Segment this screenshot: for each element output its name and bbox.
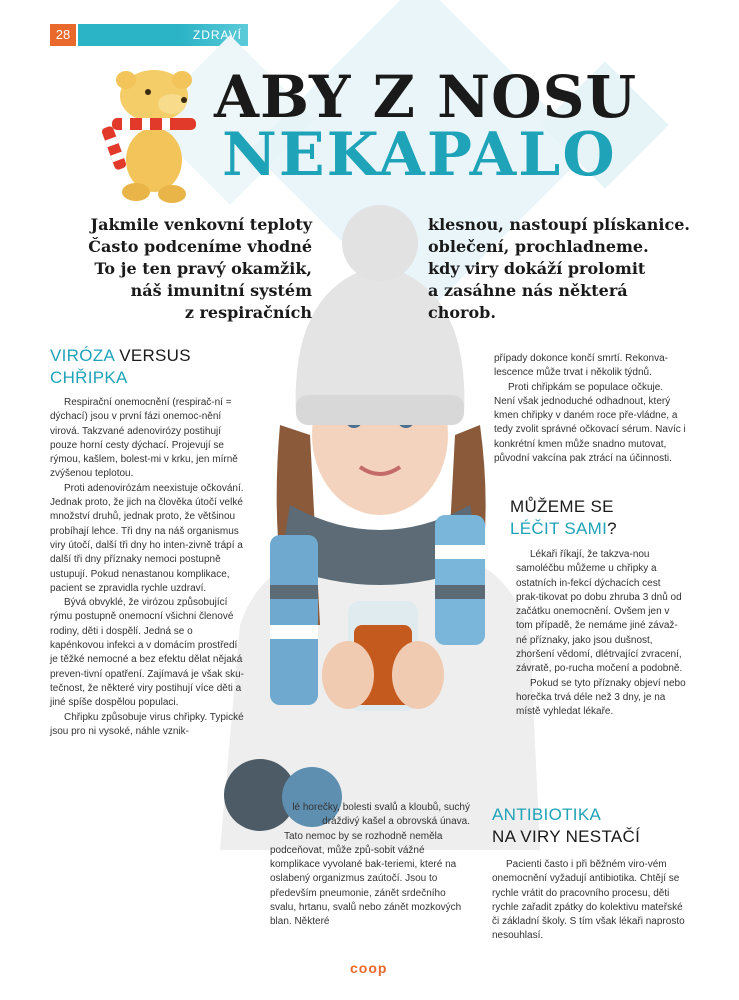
heading-word: VERSUS	[119, 346, 191, 365]
column-left	[50, 396, 246, 739]
paragraph: Respirační onemocnění (respirač-ní = dýchací) jsou v první fázi onemoc-nění virová. Takzvané adenovirózy postihují pouze horní cesty dýchací. Projevují se rýmou, kašlem, bolest-mi v krku, jen mírně zvýšenou teplotou.	[50, 397, 238, 480]
intro-line: Jakmile venkovní teploty	[90, 215, 312, 234]
intro-line: Často podceníme vhodné	[88, 237, 312, 256]
column-right-mid	[516, 548, 686, 720]
column-right-top	[494, 352, 686, 466]
paragraph: Proti chřipkám se populace očkuje. Není však jednoduché odhadnout, který kmen chřipky v daném roce pře-vládne, a tedy zvolit správné očkovací sérum. Navíc i konkrétní kmen může snadno mutovat, původní vakcína pak ztrácí na účinnosti.	[494, 381, 686, 465]
intro-line: klesnou, nastoupí plískanice.	[428, 215, 690, 234]
heading-word: LÉČIT SAMI	[510, 519, 608, 538]
paragraph: Proti adenovirózám neexistuje očkování. Jednak proto, že jich na člověka útočí velké množství druhů, jednak proto, že většinou probíhají lehce. Tři dny na náš organismus viry útočí, další tři dny ho inten-zivně trápí a další tři dny příznaky nemoci postupně ustupují. Pokud nenastanou komplikace, pacient se zpravidla rychle uzdraví.	[50, 482, 244, 594]
paragraph: Bývá obvyklé, že virózou způsobující rýmu postupně onemocní všichni členové rodiny, děti i dospělí. Jedná se o kapénkovou infekci a v domácím prostředí je těžké nemocné a bez efektu dělat nějaká preven-tivní opatření. Zajímavá je však sku-tečnost, že některé viry postihují více děti a jiné spíše dospělou populaci.	[50, 597, 244, 709]
bear-illustration	[92, 60, 212, 210]
heading-word: NA VIRY NESTAČÍ	[492, 827, 641, 846]
paragraph: Lékaři říkají, že takzva-nou samoléčbu můžeme u chřipky a ostatních in-fekcí dýchacích cest prak-tikovat po dobu zhruba 3 dnů od začátku onemocnění. Ovšem jen v tom případě, že nemáme jiné závaž-né příznaky, jako jsou dušnost, zhoršení vědomí, dlétrvající zvracení, závratě, po-rucha močení a podobně.	[516, 549, 683, 675]
heading-word: VIRÓZA	[50, 346, 115, 365]
paragraph: případy dokonce končí smrtí. Rekonva-lescence může trvat i několik týdnů.	[494, 353, 668, 379]
intro-line: kdy viry dokáží prolomit	[428, 259, 646, 278]
heading-word: ANTIBIOTIKA	[492, 805, 602, 824]
section3-heading	[492, 804, 692, 848]
heading-word: CHŘIPKA	[50, 368, 128, 387]
section1-heading	[50, 345, 230, 389]
intro-line: z respiračních	[184, 303, 312, 322]
intro-line: To je ten pravý okamžik,	[94, 259, 312, 278]
section-label: ZDRAVÍ	[192, 28, 242, 42]
intro-line: a zasáhne nás některá	[428, 281, 628, 300]
paragraph: lé horečky, bolesti svalů a kloubů, suchý dráždivý kašel a obrovská únava.	[292, 802, 470, 828]
paragraph: Tato nemoc by se rozhodně neměla podceňovat, může způ-sobit vážné komplikace vyvolané bak-teriemi, které na oslabený organizmus zaútočí. Jsou to především pneumonie, zánět srdečního svalu, hrtanu, svalů nebo zánět mozkových blan. Některé	[270, 830, 462, 928]
title-line-2: NEKAPALO	[222, 120, 617, 190]
intro-line: náš imunitní systém	[130, 281, 312, 300]
coop-logo: coop	[350, 960, 388, 976]
column-right-bottom	[492, 858, 688, 944]
heading-word: ?	[607, 519, 617, 538]
title-line-1: ABY Z NOSU	[214, 63, 638, 131]
paragraph: Pacienti často i při běžném viro-vém onemocnění vyžadují antibiotika. Chtějí se rychle vrátit do pracovního procesu, děti rychle zařadit zpátky do kolektivu mateřské či základní školy. S tím však lékaři naprosto nesouhlasí.	[492, 859, 685, 942]
intro-line: chorob.	[428, 303, 496, 322]
paragraph: Chřipku způsobuje virus chřipky. Typické jsou pro ni vysoké, náhle vznik-	[50, 711, 244, 737]
heading-word: MŮŽEME SE	[510, 497, 614, 516]
intro-right	[428, 214, 698, 324]
intro-left	[62, 214, 312, 324]
section2-heading	[510, 496, 680, 540]
column-middle	[270, 801, 470, 930]
paragraph: Pokud se tyto příznaky objeví nebo horečka trvá déle než 3 dny, je na místě vyhledat lékaře.	[516, 677, 686, 718]
intro-line: oblečení, prochladneme.	[428, 237, 649, 256]
page-number: 28	[50, 24, 76, 46]
